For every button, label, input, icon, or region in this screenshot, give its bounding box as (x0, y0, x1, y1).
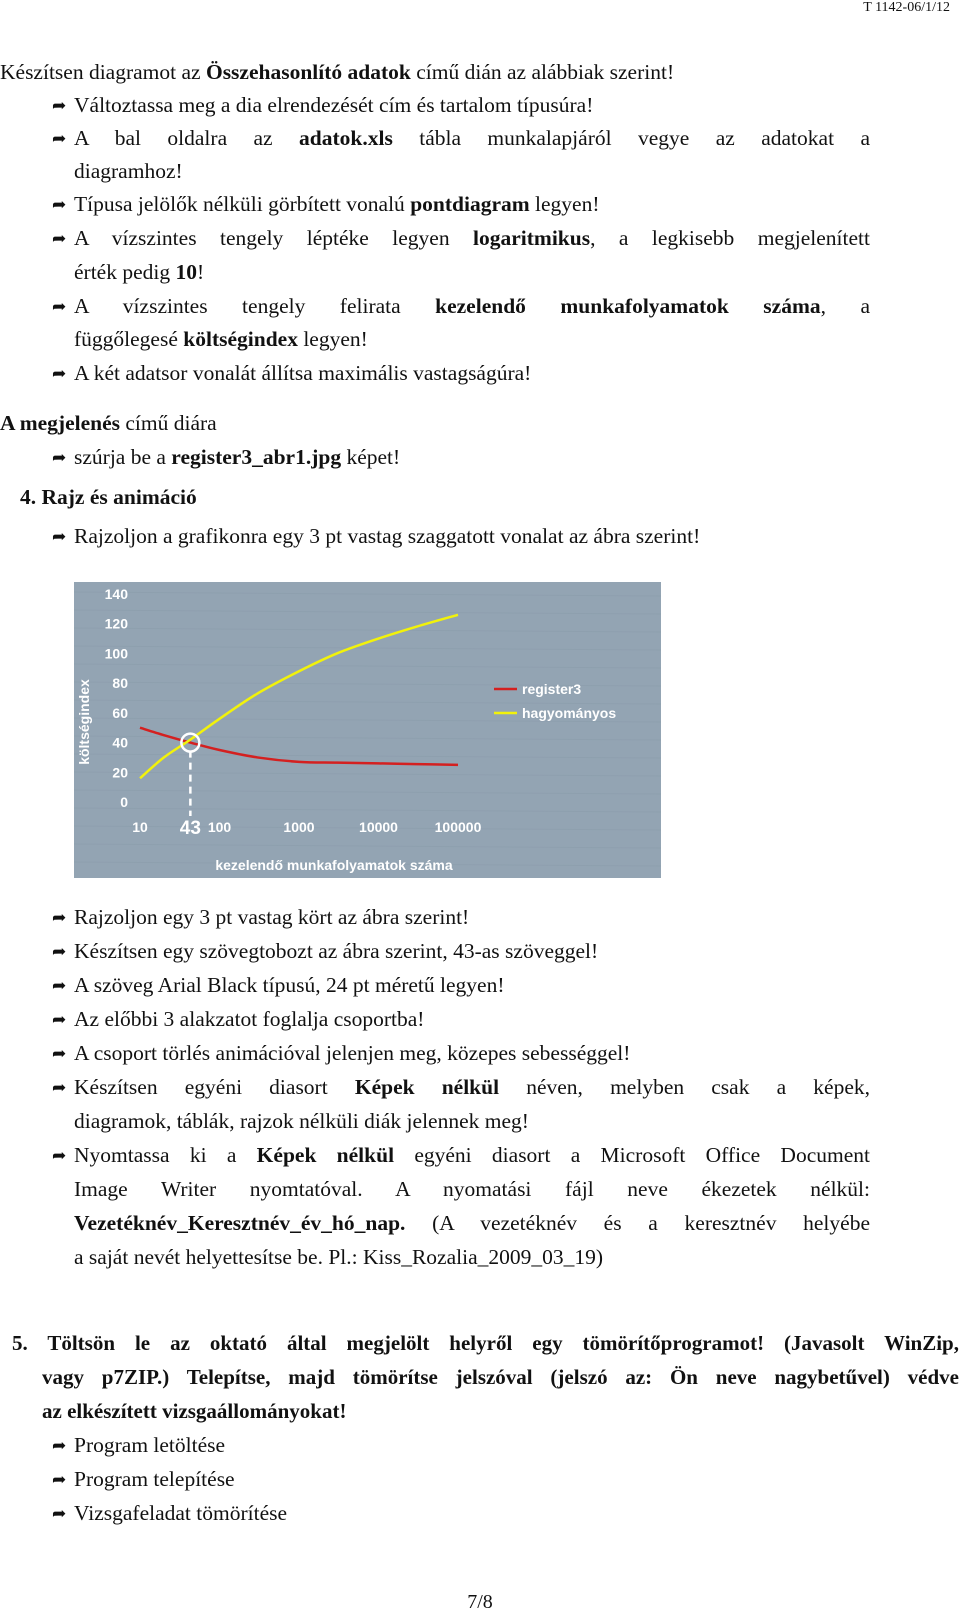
section-5-line1: 5. Töltsön le az oktató által megjelölt helyről egy tömörítőprogramot! (Javasolt WinZip, (12, 1331, 959, 1355)
y-tick-label: 100 (104, 645, 128, 662)
bullet-chart-type: Típusa jelölők nélküli görbített vonalú pontdiagram legyen! (74, 192, 600, 216)
bullet-custom-show-cont: diagramok, táblák, rajzok nélküli diák jelennek meg! (74, 1109, 529, 1133)
bullet-compress: Vizsgafeladat tömörítése (74, 1501, 288, 1525)
y-tick-label: 0 (120, 794, 128, 810)
bullet-print-line4: a saját nevét helyettesítse be. Pl.: Kiss_Rozalia_2009_03_19) (74, 1245, 604, 1269)
y-tick-label: 20 (112, 764, 128, 781)
highlight-label: 43 (179, 818, 201, 839)
section-5-line3: az elkészített vizsgaállományokat! (42, 1399, 347, 1423)
arrow-icon: ➦ (52, 1044, 67, 1063)
x-tick-label: 10 (132, 819, 148, 835)
arrow-icon: ➦ (52, 364, 67, 383)
arrow-icon: ➦ (52, 1504, 67, 1523)
cost-index-chart (74, 582, 661, 878)
bullet-font: A szöveg Arial Black típusú, 24 pt méretű legyen! (74, 973, 505, 997)
bullet-layout: Változtassa meg a dia elrendezését cím és tartalom típusúra! (74, 93, 594, 117)
bullet-log-scale: A vízszintes tengely léptéke legyen logaritmikus, a legkisebb megjelenített (74, 226, 870, 250)
bullet-download: Program letöltése (74, 1433, 226, 1457)
x-tick-label: 100000 (434, 819, 482, 835)
section-4-title: 4. Rajz és animáció (20, 485, 197, 509)
legend-label-register3: register3 (522, 681, 582, 697)
arrow-icon: ➦ (52, 1470, 67, 1489)
bullet-animation: A csoport törlés animációval jelenjen meg, közepes sebességgel! (74, 1041, 631, 1065)
bullet-axis-titles: A vízszintes tengely felirata kezelendő munkafolyamatok száma, a (74, 294, 870, 318)
arrow-icon: ➦ (52, 195, 67, 214)
arrow-icon: ➦ (52, 229, 67, 248)
y-tick-label: 60 (112, 704, 128, 721)
x-tick-label: 100 (207, 819, 232, 835)
bullet-log-scale-cont: érték pedig 10! (74, 260, 205, 284)
x-tick-label: 10000 (359, 819, 398, 835)
arrow-icon: ➦ (52, 129, 67, 148)
bullet-data-source: A bal oldalra az adatok.xls tábla munkalapjáról vegye az adatokat a (74, 126, 870, 150)
y-tick-label: 120 (104, 615, 128, 632)
section-megjelenes: A megjelenés című diára (0, 411, 217, 435)
arrow-icon: ➦ (52, 976, 67, 995)
y-tick-label: 40 (112, 734, 128, 751)
page-header-code: T 1142-06/1/12 (863, 0, 950, 15)
bullet-print-line2: Image Writer nyomtatóval. A nyomatási fájl neve ékezetek nélkül: (74, 1177, 870, 1201)
section-5-line2: vagy p7ZIP.) Telepítse, majd tömörítse jelszóval (jelszó az: Ön neve nagybetűvel) védve (42, 1365, 959, 1389)
bullet-textbox: Készítsen egy szövegtobozt az ábra szerint, 43-as szöveggel! (74, 939, 599, 963)
intro-text: Készítsen diagramot az Összehasonlító adatok című dián az alábbiak szerint! (0, 60, 675, 84)
arrow-icon: ➦ (52, 1146, 67, 1165)
bullet-group: Az előbbi 3 alakzatot foglalja csoportba! (74, 1007, 425, 1031)
arrow-icon: ➦ (52, 1078, 67, 1097)
arrow-icon: ➦ (52, 448, 67, 467)
arrow-icon: ➦ (52, 527, 67, 546)
bullet-circle: Rajzoljon egy 3 pt vastag kört az ábra szerint! (74, 905, 470, 929)
arrow-icon: ➦ (52, 1010, 67, 1029)
arrow-icon: ➦ (52, 908, 67, 927)
bullet-dashed-line: Rajzoljon a grafikonra egy 3 pt vastag szaggatott vonalat az ábra szerint! (74, 524, 701, 548)
arrow-icon: ➦ (52, 1436, 67, 1455)
bullet-line-width: A két adatsor vonalát állítsa maximális vastagságúra! (74, 361, 532, 385)
y-tick-label: 80 (112, 675, 128, 692)
bullet-install: Program telepítése (74, 1467, 235, 1491)
bullet-print-line3: Vezetéknév_Keresztnév_év_hó_nap. (A vezetéknév és a keresztnév helyébe (74, 1211, 870, 1235)
arrow-icon: ➦ (52, 942, 67, 961)
arrow-icon: ➦ (52, 297, 67, 316)
x-tick-label: 1000 (283, 819, 315, 835)
bullet-print: Nyomtassa ki a Képek nélkül egyéni diasort a Microsoft Office Document (74, 1143, 870, 1167)
bullet-data-source-cont: diagramhoz! (74, 159, 183, 183)
page-number: 7/8 (467, 1591, 493, 1613)
bullet-axis-titles-cont: függőlegesé költségindex legyen! (74, 327, 368, 351)
y-tick-label: 140 (104, 586, 128, 602)
legend-label-hagyomanyos: hagyományos (522, 705, 617, 721)
y-axis-label: költségindex (76, 679, 92, 765)
bullet-custom-show: Készítsen egyéni diasort Képek nélkül néven, melyben csak a képek, (74, 1075, 870, 1099)
x-axis-label: kezelendő munkafolyamatok száma (215, 857, 453, 873)
arrow-icon: ➦ (52, 96, 67, 115)
bullet-insert-image: szúrja be a register3_abr1.jpg képet! (74, 445, 401, 469)
